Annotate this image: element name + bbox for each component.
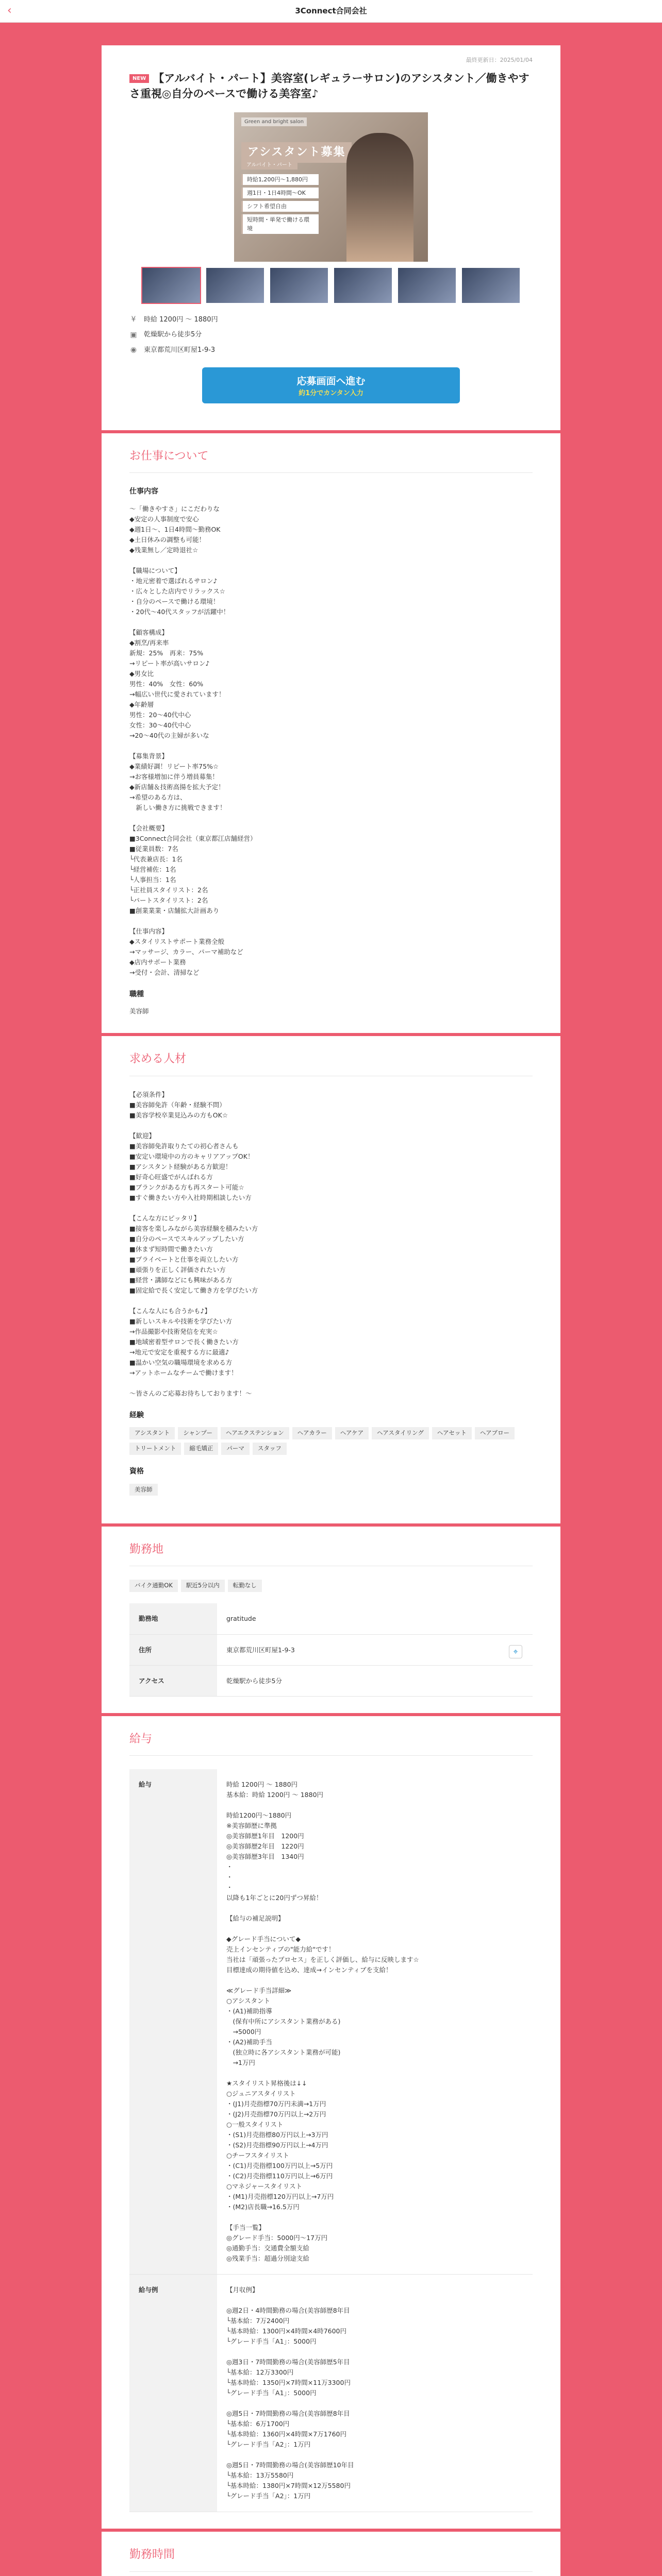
job-content-label: 仕事内容 (129, 487, 158, 496)
row-value: 乾燥駅から徒歩5分 (217, 1666, 533, 1697)
thumbnail-5[interactable] (397, 267, 457, 304)
info-access (129, 330, 533, 341)
row-value: 時給 1200円 ～ 1880円 基本給：時給 1200円 ～ 1880円 時給1200円〜1880円 ※美容師歴に準拠 ◎美容師歴1年目 1200円 ◎美容師歴2年目 1220円 ◎美容師歴3年目 1340円 ・ ・ ・ 以降も1年ごとに20円ずつ昇給！ 【給与の補足説明】 ◆グレード手当について◆ 売上インセンティブの"能力給"です！ 当社は「頑張ったプロセス」を正しく評価し、給与に反映します☆ 目標達成の期待値を込め、達成→インセンティブを支給！ ≪グレード手当詳細≫ ○アシスタント ・(A1)補助指導 (保有中所にアシスタント業務がある) →5000円 ・(A2)補助手当 (独立時に各アシスタント業務が可能) →1万円 ★スタイリスト昇格後は↓↓ ○ジュニアスタイリスト ・(J1)月売指標70万円未満→1万円 ・(J2)月売指標70万円以上→2万円 ○一般スタイリスト ・(S1)月売指標80万円以上→3万円 ・(S2)月売指標90万円以上→4万円 ○チーフスタイリスト ・(C1)月売指標100万円以上→5万円 ・(C2)月売指標110万円以上→6万円 ○マネジャースタイリスト ・(M1)月売指標120万円以上→7万円 ・(M2)店長職→16.5万円 【手当一覧】 ◎グレード手当：5000円〜17万円 ◎通勤手当：交通費全額支給 ◎残業手当：超過分別途支給 (217, 1769, 533, 2275)
table-row (129, 1666, 533, 1697)
chevron-left-icon[interactable]: ‹ (7, 4, 12, 17)
row-value: gratitude (217, 1603, 533, 1634)
skill-tag: ヘアカラー (292, 1427, 332, 1439)
row-value: 東京都荒川区町屋1-9-3 (226, 1646, 295, 1654)
row-value: 【月収例】 ◎週2日・4時間勤務の場合(美容師歴8年目 └基本給：7万2400円 └基本時給：1300円×4時間×4時7600円 └グレード手当「A1」：5000円 ◎週3日・7時間勤務の場合(美容師歴5年目 └基本給：12万3300円 └基本時給：1350円×7時間×11万3300円 └グレード手当「A1」：5000円 ◎週5日・7時間勤務の場合(美容師歴8年目 └基本給：6万1700円 └基本時給：1360円×4時間×7万1760円 └グレード手当「A2」：1万円 ◎週5日・7時間勤務の場合(美容師歴10年目 └基本給：13万5580円 └基本時給：1380円×7時間×12万5580円 └グレード手当「A2」：1万円 (217, 2275, 533, 2512)
hero-person-photo (346, 133, 413, 262)
requirements-heading: 求める人材 (129, 1050, 533, 1076)
skill-tag: スタッフ (253, 1443, 287, 1455)
hero-caption: Green and bright salon (241, 117, 307, 127)
job-title-text: 【アルバイト・パート】美容室(レギュラーサロン)のアシスタント／働きやすさ重視◎自分のペースで働ける美容室♪ (129, 72, 529, 100)
map-icon[interactable]: ⌖ (509, 1645, 522, 1658)
skill-tag: トリートメント (129, 1443, 181, 1455)
top-bar (0, 0, 662, 23)
skill-tag: アシスタント (129, 1427, 175, 1439)
requirements-section (102, 1036, 560, 1527)
hero-heading: アシスタント募集 (241, 142, 352, 163)
job-info-list (129, 314, 533, 356)
hero-point: シフト希望自由 (241, 201, 319, 212)
apply-button-label: 応募画面へ進む (296, 375, 366, 387)
location-tag: 転勤なし (228, 1580, 262, 1592)
location-table (129, 1603, 533, 1697)
location-tag: バイク通勤OK (129, 1580, 178, 1592)
thumbnail-2[interactable] (205, 267, 265, 304)
table-row (129, 1769, 533, 2275)
work-section (102, 433, 560, 1036)
table-row (129, 1634, 533, 1665)
qualification-tag: 美容師 (129, 1484, 158, 1496)
table-row (129, 2275, 533, 2512)
requirements-text: 【必須条件】 ■美容師免許（年齢・経験不問） ■美容学校卒業見込みの方もOK☆ 【歓迎】 ■美容師免許取りたての初心者さんも ■安定い環境中の方のキャリアアップOK！ ■アシスタント経験がある方歓迎！ ■好奇心旺盛でがんばれる方 ■ブランクがある方も再スタート可能☆ ■すぐ働きたい方や入社時期相談したい方 【こんな方にピッタリ】 ■接客を楽しみながら美容経験を積みたい方 ■自分のペースでスキルアップしたい方 ■休まず短時間で働きたい方 ■プライベートと仕事を両立したい方 ■頑張りを正しく評価されたい方 ■経営・講師などにも興味がある方 ■固定給で長く安定して働き方を学びたい方 【こんな人にも合うかも♪】 ■新しいスキルや技術を学びたい方 →作品撮影や技術発信を充実☆ ■地域密着型サロンで長く働きたい方 →地元で安定を重視する方に最適♪ ■温かい空気の職場環境を求める方 →アットホームなチームで働けます！ ～皆さんのご応募お待ちしております！～ (129, 1090, 258, 1397)
image-thumbnails (129, 267, 533, 304)
job-summary-section (102, 45, 560, 433)
info-salary-text: 時給 1200円 ～ 1880円 (144, 315, 218, 324)
job-title (129, 71, 533, 102)
map-pin-icon: ◉ (130, 346, 137, 354)
train-icon: ▣ (130, 330, 137, 339)
thumbnail-4[interactable] (333, 267, 393, 304)
row-label: 勤務地 (129, 1603, 217, 1634)
hours-section (102, 2532, 560, 2576)
skill-tag: ヘアセット (432, 1427, 472, 1439)
salary-heading: 給与 (129, 1731, 533, 1756)
apply-button-sublabel: 約1分でカンタン入力 (299, 389, 363, 397)
thumbnail-3[interactable] (269, 267, 329, 304)
qualification-tags (129, 1484, 533, 1496)
address-cell (217, 1634, 533, 1665)
new-badge: NEW (129, 74, 149, 83)
thumbnail-6[interactable] (461, 267, 521, 304)
row-label: アクセス (129, 1666, 217, 1697)
row-label: 住所 (129, 1634, 217, 1665)
job-type-value: 美容師 (129, 1007, 149, 1015)
location-heading: 勤務地 (129, 1541, 533, 1566)
qualification-label: 資格 (129, 1467, 144, 1476)
job-detail-card (102, 45, 560, 2576)
hero-points (241, 174, 319, 236)
info-address-text: 東京都荒川区町屋1-9-3 (144, 346, 216, 354)
salary-table (129, 1769, 533, 2512)
skills-tags (129, 1427, 533, 1455)
hero-point: 短時間・単発で働ける環境 (241, 214, 319, 234)
hours-heading: 勤務時間 (129, 2546, 533, 2571)
hero-image (234, 112, 428, 262)
info-address (129, 345, 533, 356)
thumbnail-1[interactable] (141, 267, 201, 304)
last-updated: 最終更新日：2025/01/04 (466, 57, 533, 63)
hero-subheading: アルバイト・パート (241, 161, 297, 170)
location-tag: 駅近5分以内 (181, 1580, 225, 1592)
table-row (129, 1603, 533, 1634)
skill-tag: パーマ (221, 1443, 250, 1455)
location-tags (129, 1580, 533, 1592)
info-access-text: 乾燥駅から徒歩5分 (144, 331, 202, 339)
work-heading: お仕事について (129, 448, 533, 473)
skill-tag: ヘアスタイリング (372, 1427, 429, 1439)
job-type-label: 職種 (129, 990, 144, 998)
location-section (102, 1527, 560, 1716)
info-salary (129, 314, 533, 326)
skill-tag: ヘアエクステンション (221, 1427, 289, 1439)
job-content-text: ～「働きやすさ」にこだわりな ◆安定の人事制度で安心 ◆週1日〜、1日4時間〜勤務OK ◆土日休みの調整も可能！ ◆残業無し／定時退社☆ 【職場について】 ・地元密着で選ばれるサロン♪ ・広々とした店内でリラックス☆ ・自分のペースで働ける環境！ ・20代〜40代スタッフが活躍中！ 【顧客構成】 ◆割烹/再来率 新規：25% 再来：75% →リピート率が高いサロン♪ ◆男女比 男性：40% 女性：60% →幅広い世代に愛されています！ ◆年齢層 男性：20〜40代中心 女性：30〜40代中心 →20〜40代の主婦が多いな 【募集背景】 ◆業績好調！リピート率75%☆ →お客様増加に伴う増員募集！ ◆新店舗＆技術高揚を拡大予定！ →希望のある方は、 新しい働き方に挑戦できます！ 【会社概要】 ■3Connect合同会社（東京都江店舗経営） ■従業員数：7名 └代表兼店長：1名 └経営補佐：1名 └人事担当：1名 └正社員スタイリスト：2名 └パートスタイリスト：2名 ■創業業業・店舗拡大計画あり 【仕事内容】 ◆スタイリストサポート業務全般 →マッサージ、カラー、パーマ補助など ◆店内サポート業務 →受付・会計、清掃など (129, 504, 257, 976)
page-title: 3Connect合同会社 (295, 6, 367, 15)
row-label: 給与例 (129, 2275, 217, 2512)
hero-point: 時給1,200円〜1,880円 (241, 174, 319, 185)
apply-button[interactable] (202, 367, 460, 403)
skill-tag: シャンプー (178, 1427, 218, 1439)
hero-point: 週1日・1日4時間〜OK (241, 188, 319, 198)
salary-section (102, 1716, 560, 2532)
skill-tag: ヘアケア (335, 1427, 369, 1439)
money-icon: ¥ (131, 315, 136, 324)
skill-tag: 縮毛矯正 (184, 1443, 218, 1455)
skill-tag: ヘアブロー (475, 1427, 515, 1439)
row-label: 給与 (129, 1769, 217, 2275)
skills-label: 経験 (129, 1411, 144, 1419)
